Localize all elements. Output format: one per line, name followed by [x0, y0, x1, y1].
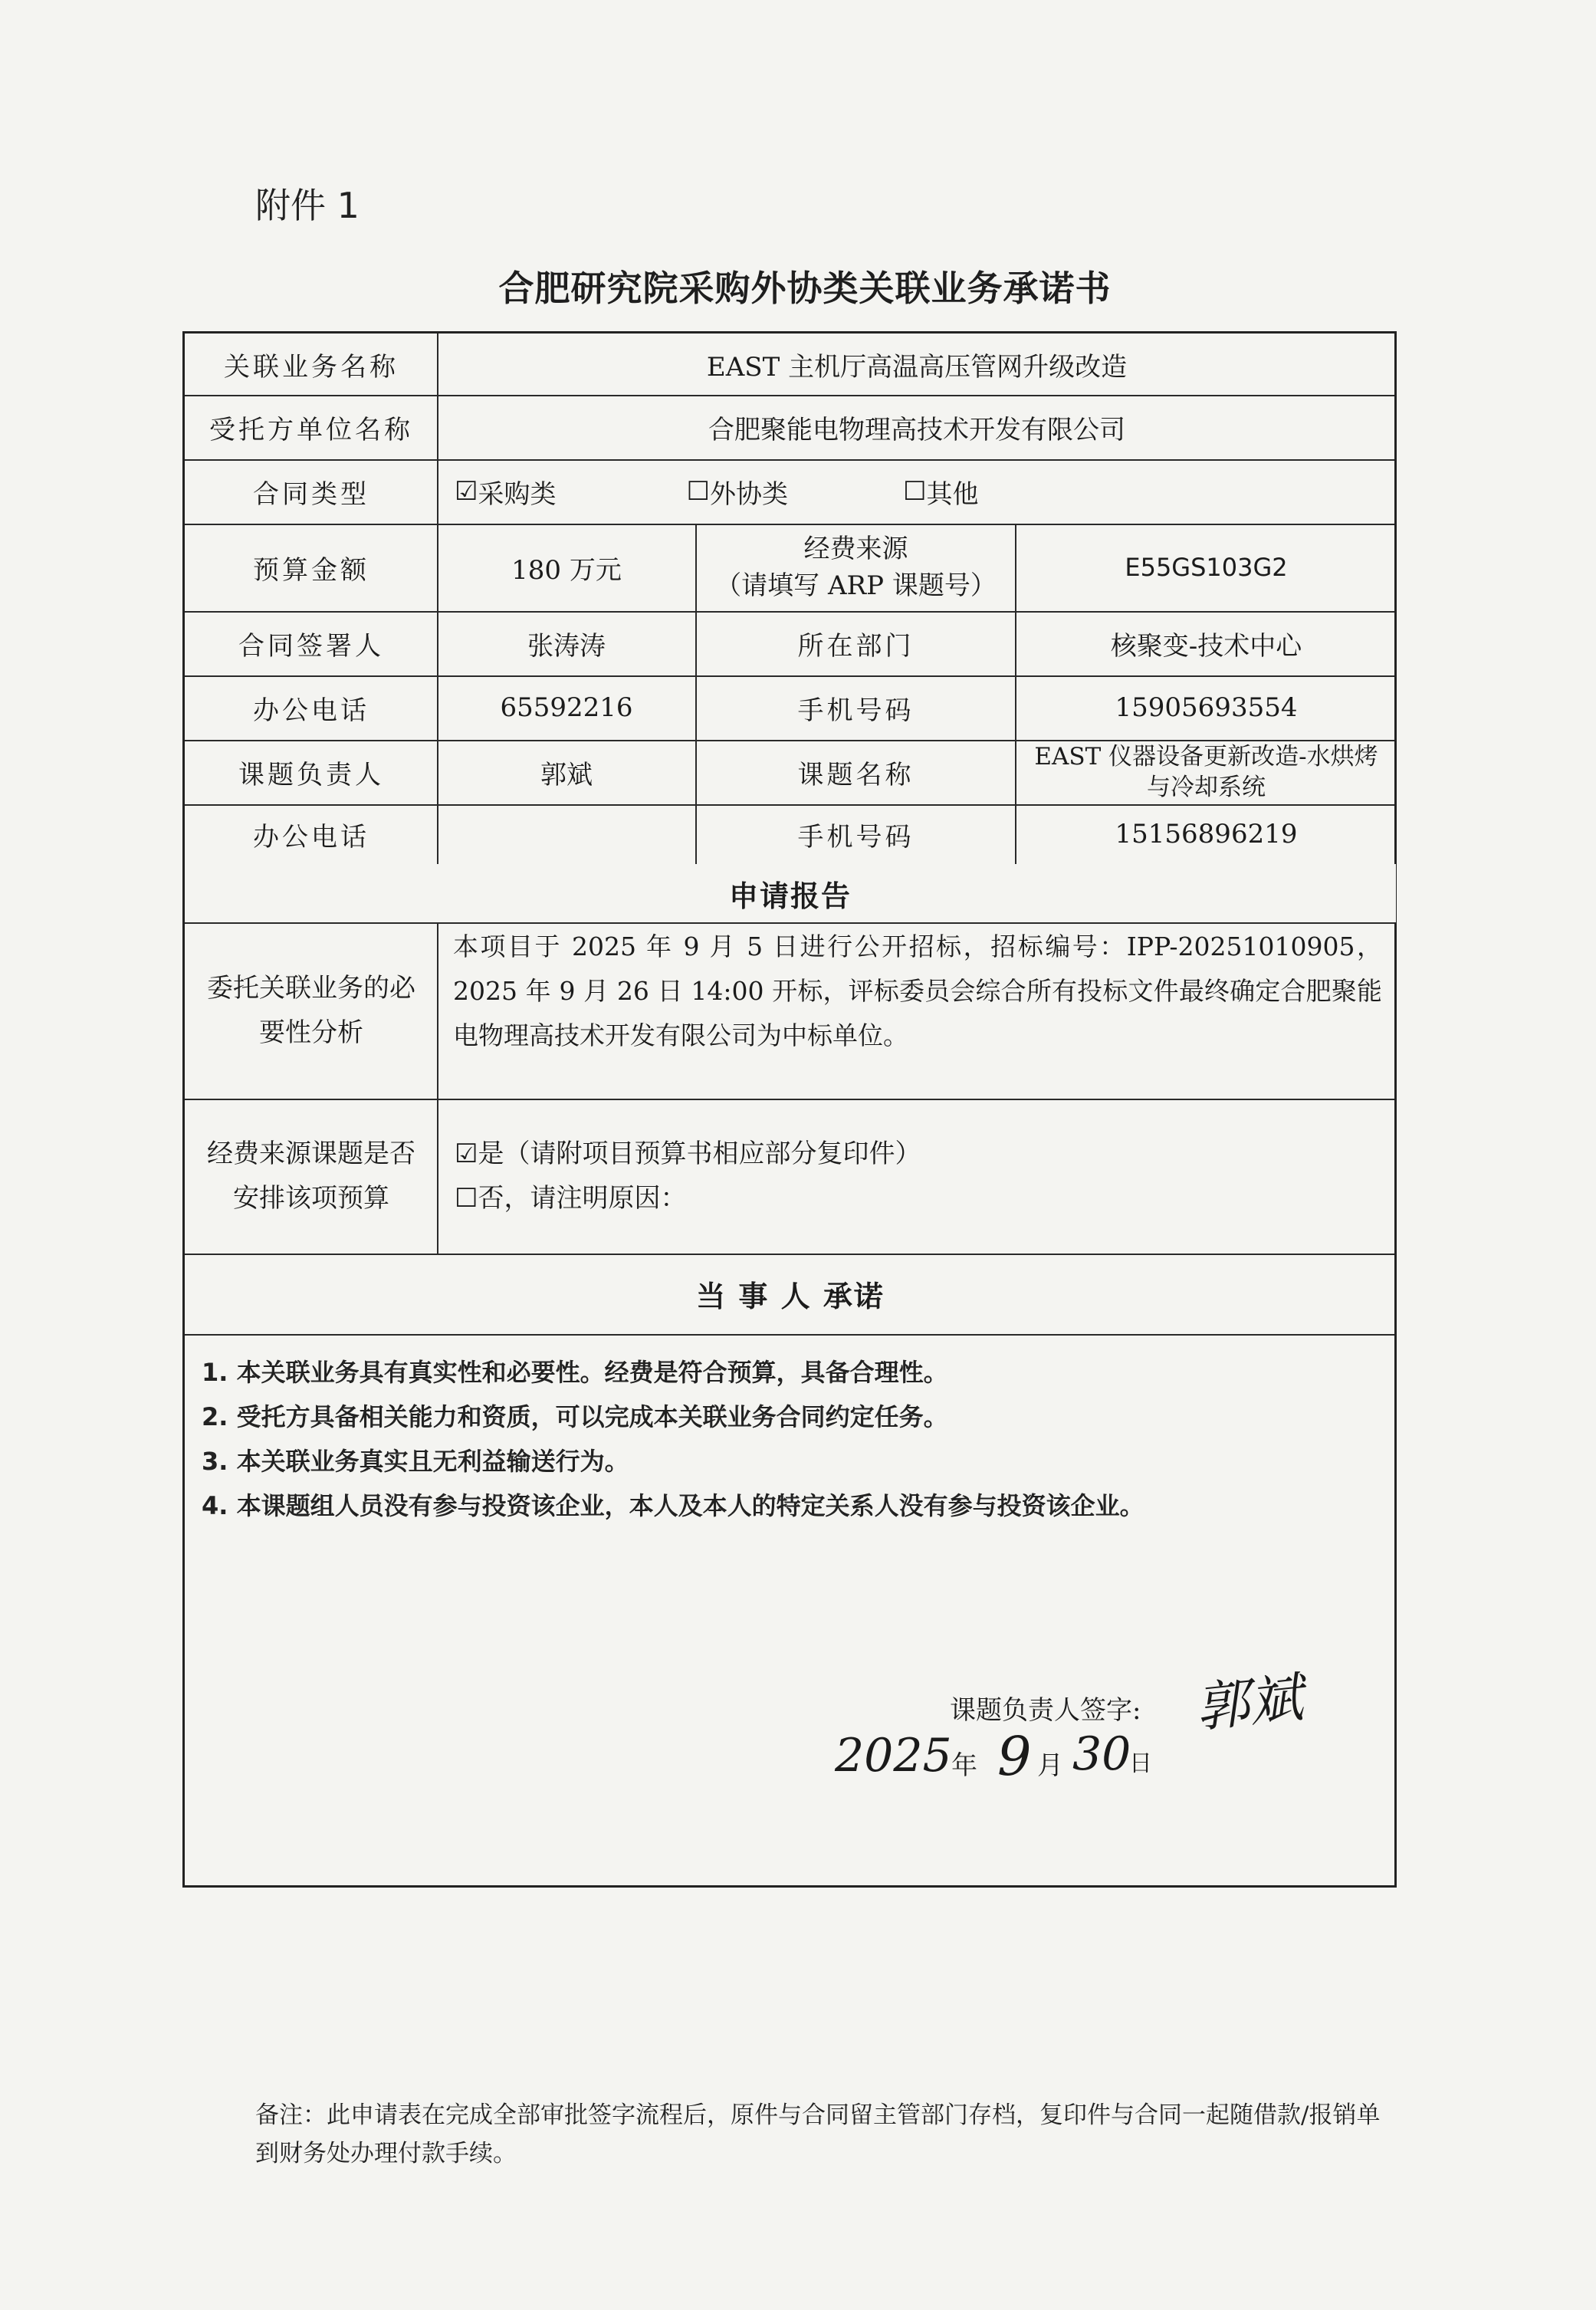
date-month: 9 — [997, 1725, 1032, 1788]
project-leader-value: 郭斌 — [540, 759, 593, 790]
business-name-label: 关联业务名称 — [224, 351, 399, 383]
checkbox-checked-icon: ☑ — [455, 476, 478, 507]
business-name-value: EAST 主机厅高温高压管网升级改造 — [706, 351, 1128, 383]
footnote: 备注：此申请表在完成全部审批签字流程后，原件与合同留主管部门存档，复印件与合同一起随借款/报销单到财务处办理付款手续。 — [255, 2101, 1381, 2167]
commitment-item: 1. 本关联业务具有真实性和必要性。经费是符合预算，具备合理性。 — [202, 1358, 948, 1387]
date-year-unit: 年 — [951, 1750, 977, 1781]
attachment-label: 附件 1 — [255, 185, 360, 226]
mobile-value: 15905693554 — [1115, 692, 1298, 723]
commitment-item: 4. 本课题组人员没有参与投资该企业，本人及本人的特定关系人没有参与投资该企业。 — [202, 1491, 1144, 1520]
budget-value: 180 万元 — [511, 554, 622, 586]
page-title: 合肥研究院采购外协类关联业务承诺书 — [498, 268, 1112, 309]
budget-label: 预算金额 — [253, 554, 369, 586]
necessity-text: 本项目于 2025 年 9 月 5 日进行公开招标，招标编号：IPP-20251010905，2025 年 9 月 26 日 14:00 开标，评标委员会综合所有投标文件最终确定合肥聚能电物理高技术开发有限公司为中标单位。 — [453, 932, 1382, 1050]
signer-name: 张涛涛 — [527, 630, 606, 662]
mobile2-value: 15156896219 — [1115, 819, 1298, 849]
contract-type-options — [455, 459, 1396, 524]
checkbox-empty-icon: ☐ — [902, 476, 927, 507]
date-day: 30 — [1072, 1727, 1131, 1781]
office-phone-value: 65592216 — [500, 692, 633, 723]
date-day-unit: 日 — [1129, 1750, 1152, 1777]
project-name-value: EAST 仪器设备更新改造-水烘烤与冷却系统 — [1034, 743, 1378, 801]
department-value: 核聚变-技术中心 — [1110, 630, 1302, 662]
checkbox-checked-icon: ☑ — [455, 1139, 478, 1169]
commitment-form — [182, 331, 1397, 1888]
department-label: 所在部门 — [797, 630, 915, 662]
date-year: 2025 — [835, 1729, 952, 1783]
necessity-label: 委托关联业务的必要性分析 — [207, 973, 415, 1048]
budget-arranged-label: 经费来源课题是否安排该项预算 — [207, 1139, 415, 1214]
budget-arranged-options — [455, 1099, 1396, 1254]
date-month-unit: 月 — [1037, 1750, 1063, 1781]
fund-source-label: 经费来源 （请填写 ARP 课题号） — [715, 534, 997, 601]
mobile-label: 手机号码 — [797, 695, 915, 726]
checkbox-empty-icon: ☐ — [686, 476, 710, 507]
commitment-item: 3. 本关联业务真实且无利益输送行为。 — [202, 1447, 629, 1476]
mobile2-label: 手机号码 — [797, 821, 915, 853]
signer-label: 合同签署人 — [238, 630, 384, 662]
office-phone-label: 办公电话 — [253, 695, 369, 726]
project-leader-label: 课题负责人 — [238, 759, 384, 790]
fund-source-value: E55GS103G2 — [1125, 553, 1288, 582]
contract-type-option-other[interactable]: ☐ 其他 — [902, 476, 979, 510]
application-section-title: 申请报告 — [185, 864, 1396, 922]
entrusted-unit-value: 合肥聚能电物理高技术开发有限公司 — [708, 414, 1125, 445]
budget-arranged-yes[interactable]: ☑是（请附项目预算书相应部分复印件） — [455, 1139, 921, 1169]
office-phone2-value — [438, 804, 695, 864]
budget-arranged-no[interactable]: ☐否，请注明原因： — [455, 1183, 687, 1214]
project-name-label: 课题名称 — [797, 759, 915, 790]
signature-label: 课题负责人签字: — [950, 1695, 1141, 1726]
checkbox-empty-icon: ☐ — [455, 1183, 478, 1214]
entrusted-unit-label: 受托方单位名称 — [209, 414, 413, 445]
commitment-item: 2. 受托方具备相关能力和资质，可以完成本关联业务合同约定任务。 — [202, 1402, 948, 1431]
handwritten-signature: 郭斌 — [1192, 1665, 1306, 1740]
contract-type-option-purchase[interactable]: ☑ 采购类 — [455, 476, 557, 510]
office-phone2-label: 办公电话 — [253, 821, 369, 853]
contract-type-option-outsourcing[interactable]: ☐ 外协类 — [686, 476, 788, 510]
commitment-section-title: 当 事 人 承诺 — [696, 1280, 885, 1313]
contract-type-label: 合同类型 — [253, 478, 369, 510]
